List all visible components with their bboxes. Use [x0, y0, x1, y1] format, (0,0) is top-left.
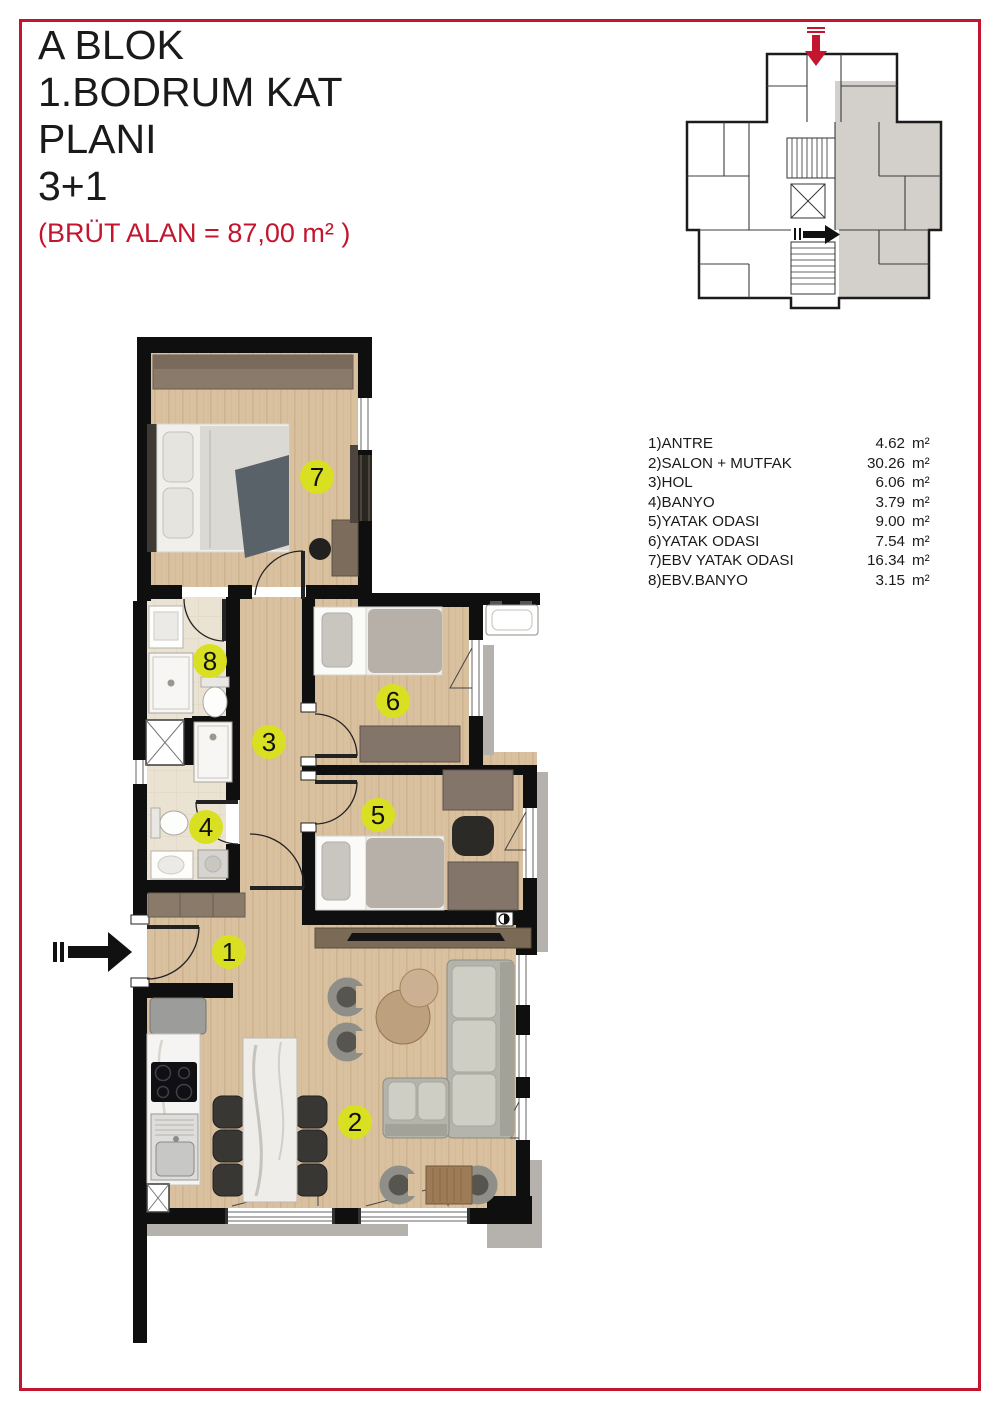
key-plan — [678, 26, 950, 318]
area-unit: m² — [912, 571, 930, 589]
washing-machine — [198, 850, 228, 878]
room-name: 3)HOL — [648, 474, 693, 491]
dining-table — [243, 1038, 297, 1202]
gross-area-note: (BRÜT ALAN = 87,00 m² ) — [38, 218, 351, 248]
single-bed — [314, 607, 442, 675]
room-badge-2 — [338, 1105, 372, 1139]
legend-row — [648, 434, 940, 454]
room-badge-4 — [189, 810, 223, 844]
dining-chair — [295, 1164, 327, 1196]
duct-shaft — [147, 1184, 169, 1212]
cooktop — [151, 1062, 197, 1102]
toilet — [201, 677, 229, 717]
shower — [194, 722, 232, 782]
sink — [151, 851, 193, 879]
layout-type: 3+1 — [38, 163, 108, 209]
legend-row — [648, 454, 940, 474]
room-name: 6)YATAK ODASI — [648, 532, 760, 550]
key-plan-stairs — [787, 138, 835, 294]
svg-text:1: 1 — [221, 937, 237, 967]
shower — [149, 653, 193, 713]
room-badge-1 — [212, 935, 246, 969]
area-unit: m² — [912, 532, 930, 550]
coffee-table — [400, 969, 438, 1007]
legend-row — [648, 493, 940, 513]
svg-text:7: 7 — [309, 462, 325, 492]
legend-row — [648, 571, 940, 591]
dining-chair — [295, 1096, 327, 1128]
legend-row — [648, 532, 940, 552]
area-unit: m² — [912, 552, 930, 569]
plan-title: PLANI — [38, 116, 157, 162]
room-area: 6.06 — [875, 474, 905, 491]
svg-text:4: 4 — [198, 812, 214, 842]
dining-chair — [295, 1130, 327, 1162]
room-legend — [648, 434, 940, 590]
room-name: 7)EBV YATAK ODASI — [648, 552, 794, 569]
desk — [443, 770, 513, 810]
room-name: 4)BANYO — [648, 493, 715, 511]
room-badge-6 — [376, 684, 410, 718]
window — [358, 398, 372, 521]
red-entry-arrow-icon — [805, 28, 827, 66]
room-area: 30.26 — [866, 454, 905, 472]
area-unit: m² — [912, 474, 930, 491]
svg-text:2: 2 — [347, 1107, 363, 1137]
svg-text:6: 6 — [385, 686, 401, 716]
room-name: 5)YATAK ODASI — [648, 513, 760, 530]
room-badge-5 — [361, 798, 395, 832]
dining-chair — [213, 1096, 245, 1128]
area-unit: m² — [912, 493, 930, 511]
ac-unit — [486, 601, 538, 635]
entrance-arrow-icon — [53, 932, 132, 972]
room-badge-8 — [193, 644, 227, 678]
room-area: 7.54 — [875, 532, 905, 550]
svg-text:5: 5 — [370, 800, 386, 830]
office-chair — [452, 816, 494, 856]
window — [133, 760, 147, 784]
duct-shaft — [146, 720, 184, 765]
black-unit-arrow-icon — [795, 225, 840, 244]
room-area: 3.79 — [875, 493, 905, 511]
tall-wardrobe — [350, 445, 358, 523]
room-area: 3.15 — [875, 571, 905, 589]
room-badge-7 — [300, 460, 334, 494]
floor-title: 1.BODRUM KAT — [38, 69, 343, 115]
legend-row — [648, 473, 940, 493]
legend-row — [648, 551, 940, 571]
legend-row — [648, 512, 940, 532]
area-unit: m² — [912, 454, 930, 472]
room-area: 4.62 — [875, 435, 905, 452]
area-unit: m² — [912, 435, 930, 452]
dining-chair — [213, 1130, 245, 1162]
room-name: 2)SALON + MUTFAK — [648, 454, 792, 472]
kitchen-sink — [151, 1114, 198, 1180]
desk — [332, 520, 358, 576]
room-area: 16.34 — [866, 552, 905, 569]
room-name: 1)ANTRE — [648, 435, 713, 452]
desk — [360, 726, 460, 762]
title-block — [38, 22, 350, 249]
single-bed — [316, 836, 444, 910]
double-bed — [147, 424, 289, 558]
block-title: A BLOK — [38, 22, 184, 68]
wardrobe — [148, 893, 245, 917]
room-name: 8)EBV.BANYO — [648, 571, 748, 589]
key-plan-highlighted-unit — [835, 81, 941, 298]
room-1-entry — [148, 893, 245, 917]
sink — [149, 606, 183, 648]
floor-plan — [25, 332, 587, 1367]
fridge — [150, 998, 206, 1034]
desk — [448, 862, 518, 910]
area-unit: m² — [912, 513, 930, 530]
svg-text:3: 3 — [261, 727, 277, 757]
chair — [309, 538, 331, 560]
dining-chair — [213, 1164, 245, 1196]
svg-text:8: 8 — [202, 646, 218, 676]
room-badge-3 — [252, 725, 286, 759]
kitchen — [147, 998, 206, 1212]
room-area: 9.00 — [875, 513, 905, 530]
